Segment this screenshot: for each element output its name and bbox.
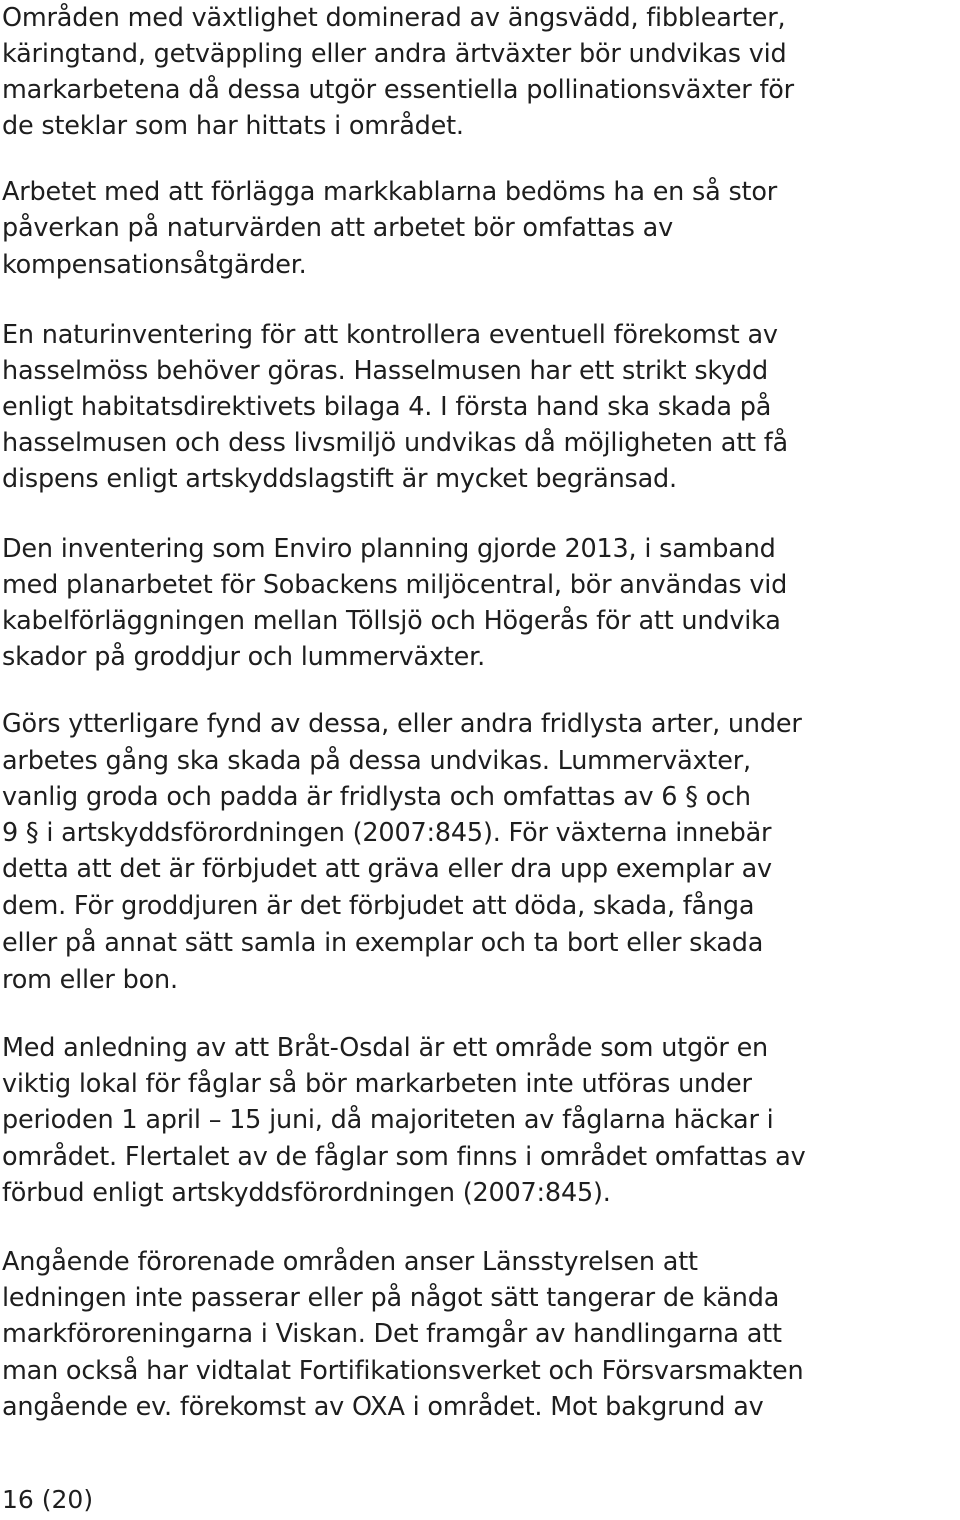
text-line: markföroreningarna i Viskan. Det framgår av handlingarna att [2, 1319, 782, 1349]
text-line: med planarbetet för Sobackens miljöcentral, bör användas vid [2, 570, 788, 600]
text-line: enligt habitatsdirektivets bilaga 4. I första hand ska skada på [2, 392, 772, 422]
text-line: påverkan på naturvärden att arbetet bör omfattas av [2, 213, 673, 243]
text-line: kompensationsåtgärder. [2, 250, 307, 280]
text-line: Angående förorenade områden anser Länsstyrelsen att [2, 1247, 698, 1277]
text-line: Med anledning av att Bråt-Osdal är ett område som utgör en [2, 1033, 769, 1063]
text-line: angående ev. förekomst av OXA i området. Mot bakgrund av [2, 1392, 764, 1422]
text-line: området. Flertalet av de fåglar som finns i området omfattas av [2, 1142, 806, 1172]
text-line: detta att det är förbjudet att gräva eller dra upp exemplar av [2, 854, 772, 884]
text-line: markarbetena då dessa utgör essentiella pollinationsväxter för [2, 75, 794, 105]
text-line: hasselmöss behöver göras. Hasselmusen har ett strikt skydd [2, 356, 768, 386]
text-line: eller på annat sätt samla in exemplar och ta bort eller skada [2, 928, 764, 958]
text-line: Arbetet med att förlägga markkablarna bedöms ha en så stor [2, 177, 778, 207]
text-line: skador på groddjur och lummerväxter. [2, 642, 485, 672]
text-line: förbud enligt artskyddsförordningen (2007:845). [2, 1178, 611, 1208]
text-line: man också har vidtalat Fortifikationsverket och Försvarsmakten [2, 1356, 804, 1386]
text-line: rom eller bon. [2, 965, 178, 995]
text-line: arbetes gång ska skada på dessa undvikas. Lummerväxter, [2, 746, 751, 776]
text-line: hasselmusen och dess livsmiljö undvikas då möjligheten att få [2, 428, 788, 458]
text-line: käringtand, getväppling eller andra ärtväxter bör undvikas vid [2, 39, 787, 69]
text-line: kabelförläggningen mellan Töllsjö och Högerås för att undvika [2, 606, 781, 636]
text-line: vanlig groda och padda är fridlysta och omfattas av 6 § och [2, 782, 751, 812]
page-number: 16 (20) [2, 1485, 94, 1514]
text-line: 9 § i artskyddsförordningen (2007:845). För växterna innebär [2, 818, 772, 848]
text-line: Görs ytterligare fynd av dessa, eller andra fridlysta arter, under [2, 709, 802, 739]
text-line: ledningen inte passerar eller på något sätt tangerar de kända [2, 1283, 780, 1313]
text-line: viktig lokal för fåglar så bör markarbeten inte utföras under [2, 1069, 752, 1099]
text-line: Den inventering som Enviro planning gjorde 2013, i samband [2, 534, 776, 564]
text-line: perioden 1 april – 15 juni, då majoriteten av fåglarna häckar i [2, 1105, 774, 1135]
text-line: dem. För groddjuren är det förbjudet att döda, skada, fånga [2, 891, 755, 921]
text-line: de steklar som har hittats i området. [2, 111, 464, 141]
text-line: dispens enligt artskyddslagstift är mycket begränsad. [2, 464, 677, 494]
text-line: Områden med växtlighet dominerad av ängsvädd, fibblearter, [2, 3, 786, 33]
text-line: En naturinventering för att kontrollera eventuell förekomst av [2, 320, 778, 350]
